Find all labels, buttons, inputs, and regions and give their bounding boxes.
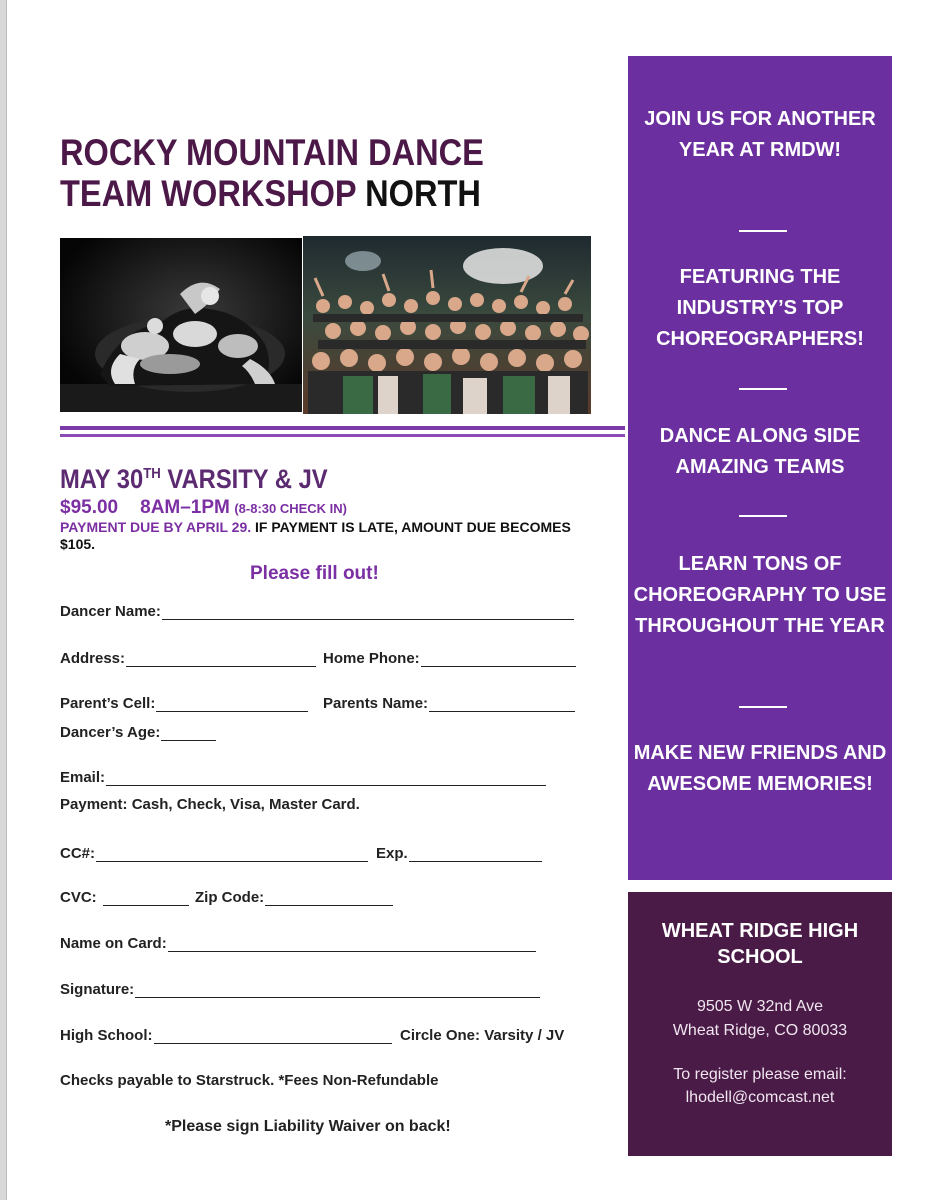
event-checkin: (8-8:30 CHECK IN) xyxy=(234,501,348,516)
zip-label: Zip Code: xyxy=(195,889,265,906)
home-phone-line[interactable] xyxy=(421,652,576,667)
page-edge-shadow xyxy=(6,0,7,1200)
promo-friends: MAKE NEW FRIENDS AND AWESOME MEMORIES! xyxy=(633,742,887,795)
dancer-age-line[interactable] xyxy=(161,726,216,741)
cvc-field[interactable] xyxy=(60,889,189,906)
waiver-note: *Please sign Liability Waiver on back! xyxy=(165,1118,451,1135)
exp-label: Exp. xyxy=(376,845,408,862)
checks-note xyxy=(60,1072,438,1089)
event-date xyxy=(60,464,328,495)
payment-methods: Payment: Cash, Check, Visa, Master Card. xyxy=(60,796,360,813)
address-line[interactable] xyxy=(126,652,316,667)
location-panel xyxy=(628,892,892,1156)
parents-name-label: Parents Name: xyxy=(323,695,429,712)
signature-label: Signature: xyxy=(60,981,135,998)
cc-field[interactable] xyxy=(60,845,368,862)
zip-field[interactable] xyxy=(195,889,393,906)
event-time: 8AM–1PM xyxy=(140,497,230,518)
dancer-name-label: Dancer Name: xyxy=(60,603,161,620)
address-field[interactable] xyxy=(60,650,316,667)
promo-featuring: FEATURING THE INDUSTRY’S TOP CHOREOGRAPHERS! xyxy=(656,266,864,350)
exp-line[interactable] xyxy=(409,847,542,862)
high-school-label: High School: xyxy=(60,1027,153,1044)
late-note: IF PAYMENT IS LATE, AMOUNT DUE BECOMES $105. xyxy=(60,519,571,552)
payment-note xyxy=(60,519,600,553)
promo-join: JOIN US FOR ANOTHER YEAR AT RMDW! xyxy=(644,108,876,161)
high-school-line[interactable] xyxy=(154,1029,392,1044)
promo-divider-1 xyxy=(739,230,787,232)
register-label: To register please email: xyxy=(673,1066,847,1083)
name-on-card-field[interactable] xyxy=(60,935,536,952)
fees-note: *Fees Non-Refundable xyxy=(278,1072,439,1089)
email-label: Email: xyxy=(60,769,106,786)
school-name: WHEAT RIDGE HIGH SCHOOL xyxy=(661,920,859,968)
name-on-card-label: Name on Card: xyxy=(60,935,167,952)
circle-one: Circle One: Varsity / JV xyxy=(400,1027,565,1044)
group-photo-art xyxy=(303,236,591,414)
exp-field[interactable] xyxy=(376,845,542,862)
register-email[interactable]: lhodell@comcast.net xyxy=(685,1089,835,1106)
title-line-2: TEAM WORKSHOP xyxy=(60,173,357,214)
form-heading: Please fill out! xyxy=(250,563,379,584)
dancers-photo-art xyxy=(60,234,302,412)
high-school-field[interactable] xyxy=(60,1027,392,1044)
title-line-1: ROCKY MOUNTAIN DANCE xyxy=(60,132,484,173)
promo-divider-4 xyxy=(739,706,787,708)
checks-payable: Checks payable to Starstruck. xyxy=(60,1072,275,1089)
title-accent: NORTH xyxy=(365,173,481,214)
promo-divider-3 xyxy=(739,515,787,517)
signature-line[interactable] xyxy=(135,983,540,998)
cvc-line[interactable] xyxy=(103,891,189,906)
event-date-rest: VARSITY & JV xyxy=(160,464,328,494)
cvc-label: CVC: xyxy=(60,889,97,906)
dancers-photo xyxy=(60,234,302,412)
price-line xyxy=(60,497,347,519)
zip-line[interactable] xyxy=(265,891,393,906)
home-phone-label: Home Phone: xyxy=(323,650,420,667)
email-line[interactable] xyxy=(106,771,546,786)
dancer-age-label: Dancer’s Age: xyxy=(60,724,161,741)
promo-dance: DANCE ALONG SIDE AMAZING TEAMS xyxy=(659,425,861,478)
promo-divider-2 xyxy=(739,388,787,390)
promo-panel xyxy=(628,56,892,880)
cc-line[interactable] xyxy=(96,847,368,862)
city-address: Wheat Ridge, CO 80033 xyxy=(672,1022,848,1039)
dancer-name-line[interactable] xyxy=(162,605,574,620)
name-on-card-line[interactable] xyxy=(168,937,536,952)
divider-rule-top xyxy=(60,426,625,430)
event-date-prefix: MAY 30 xyxy=(60,464,144,494)
promo-learn: LEARN TONS OF CHOREOGRAPHY TO USE THROUGHOUT THE YEAR xyxy=(633,553,887,637)
event-date-suffix: TH xyxy=(143,465,161,482)
parent-cell-field[interactable] xyxy=(60,695,308,712)
email-field[interactable] xyxy=(60,769,546,786)
parent-cell-label: Parent’s Cell: xyxy=(60,695,156,712)
signature-field[interactable] xyxy=(60,981,540,998)
dancer-age-field[interactable] xyxy=(60,724,216,741)
page-title xyxy=(60,132,535,214)
divider-rule-bottom xyxy=(60,434,625,437)
street-address: 9505 W 32nd Ave xyxy=(696,998,824,1015)
parent-cell-line[interactable] xyxy=(156,697,308,712)
dancer-name-field[interactable] xyxy=(60,603,574,620)
parents-name-line[interactable] xyxy=(429,697,575,712)
event-price: $95.00 xyxy=(60,497,119,518)
cc-label: CC#: xyxy=(60,845,96,862)
payment-due: PAYMENT DUE BY APRIL 29. xyxy=(60,519,252,535)
address-label: Address: xyxy=(60,650,126,667)
group-photo xyxy=(303,236,591,414)
parents-name-field[interactable] xyxy=(323,695,575,712)
home-phone-field[interactable] xyxy=(323,650,576,667)
